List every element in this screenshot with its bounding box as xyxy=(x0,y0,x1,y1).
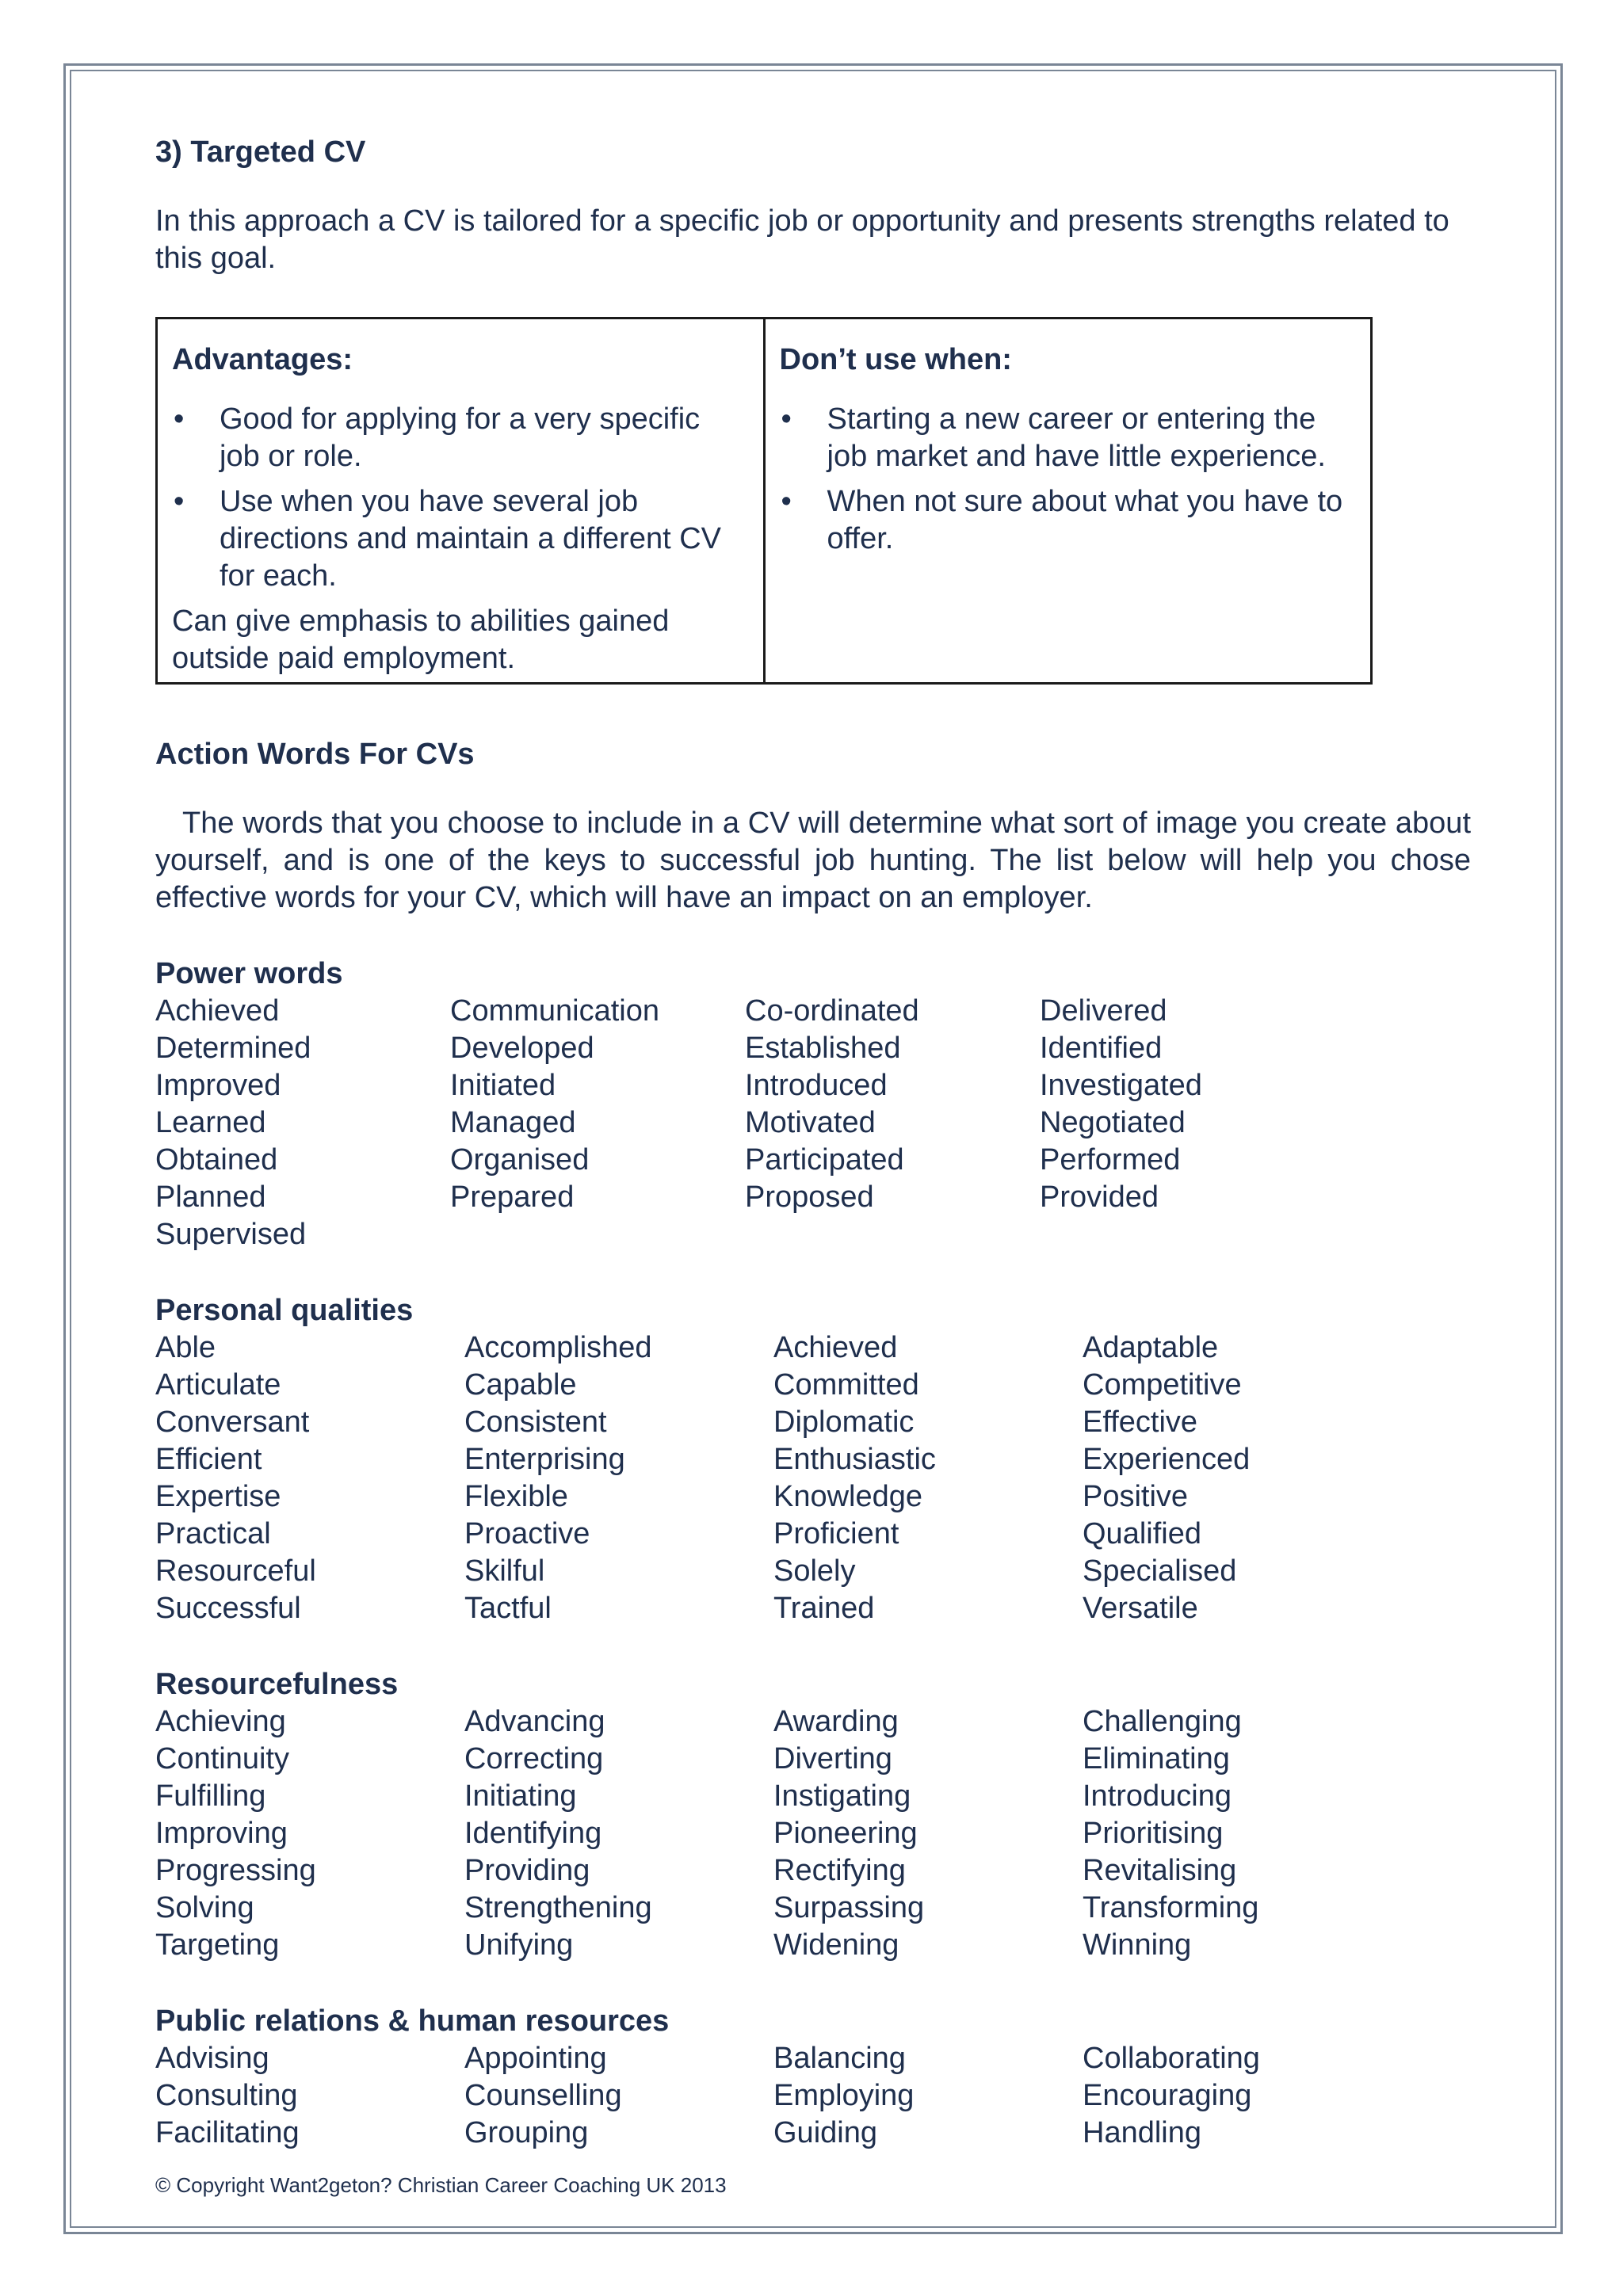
word-item: Obtained xyxy=(155,1143,278,1177)
word-item: Advancing xyxy=(464,1705,605,1738)
word-item: Progressing xyxy=(155,1854,316,1887)
word-item: Advising xyxy=(155,2042,269,2075)
word-item: Accomplished xyxy=(464,1331,652,1364)
word-item: Eliminating xyxy=(1083,1742,1230,1775)
word-item: Pioneering xyxy=(773,1817,918,1850)
power-words-title: Power words xyxy=(155,957,343,990)
word-item: Facilitating xyxy=(155,2116,300,2149)
word-item: Performed xyxy=(1040,1143,1181,1177)
action-words-intro: The words that you choose to include in a CV will determine what sort of image you create about yourself, and is one of the keys to successful job hunting. The list below will help you chose effective words for your CV, which will have an impact on an employer. xyxy=(155,807,1471,914)
word-item: Positive xyxy=(1083,1480,1189,1513)
word-item: Diverting xyxy=(773,1742,892,1775)
word-item: Consulting xyxy=(155,2079,298,2112)
word-item: Co-ordinated xyxy=(745,994,919,1028)
word-item: Widening xyxy=(773,1928,899,1962)
word-item: Proficient xyxy=(773,1517,899,1550)
word-item: Awarding xyxy=(773,1705,899,1738)
word-item: Identified xyxy=(1040,1032,1163,1065)
word-item: Established xyxy=(745,1032,901,1065)
word-item: Qualified xyxy=(1083,1517,1201,1550)
word-item: Proactive xyxy=(464,1517,590,1550)
word-item: Counselling xyxy=(464,2079,622,2112)
advantages-cell xyxy=(157,318,765,684)
word-item: Targeting xyxy=(155,1928,280,1962)
word-item: Supervised xyxy=(155,1218,307,1251)
word-item: Prepared xyxy=(450,1180,575,1214)
word-item: Solving xyxy=(155,1891,254,1924)
word-item: Developed xyxy=(450,1032,594,1065)
word-item: Correcting xyxy=(464,1742,604,1775)
word-item: Expertise xyxy=(155,1480,281,1513)
power-words-group xyxy=(155,955,1471,1253)
copyright-footer: © Copyright Want2geton? Christian Career Coaching UK 2013 xyxy=(155,2173,727,2197)
word-item: Improving xyxy=(155,1817,288,1850)
word-item: Motivated xyxy=(745,1106,876,1139)
resourcefulness-grid xyxy=(155,1703,1471,1964)
word-item: Achieved xyxy=(773,1331,898,1364)
word-item: Adaptable xyxy=(1083,1331,1219,1364)
word-item: Handling xyxy=(1083,2116,1201,2149)
section-title-targeted-cv: 3) Targeted CV xyxy=(155,135,366,169)
word-item: Fulfilling xyxy=(155,1779,266,1813)
word-item: Solely xyxy=(773,1554,856,1588)
word-item: Proposed xyxy=(745,1180,874,1214)
advantages-note: Can give emphasis to abilities gained outside paid employment. xyxy=(172,605,670,675)
word-item: Articulate xyxy=(155,1368,281,1402)
word-item: Competitive xyxy=(1083,1368,1242,1402)
word-item: Delivered xyxy=(1040,994,1167,1028)
word-item: Flexible xyxy=(464,1480,568,1513)
word-item: Transforming xyxy=(1083,1891,1259,1924)
word-item: Guiding xyxy=(773,2116,877,2149)
word-item: Challenging xyxy=(1083,1705,1242,1738)
word-item: Initiating xyxy=(464,1779,577,1813)
action-words-title: Action Words For CVs xyxy=(155,738,475,771)
dont-use-item: • Starting a new career or entering the job market and have little experience. xyxy=(780,401,1355,475)
pr-hr-grid xyxy=(155,2040,1471,2152)
word-item: Trained xyxy=(773,1592,875,1625)
advantages-list xyxy=(172,401,747,595)
dont-use-cell xyxy=(764,318,1372,684)
word-item: Capable xyxy=(464,1368,577,1402)
word-item: Consistent xyxy=(464,1405,607,1439)
word-item: Grouping xyxy=(464,2116,589,2149)
word-item: Specialised xyxy=(1083,1554,1237,1588)
word-item: Versatile xyxy=(1083,1592,1198,1625)
word-item: Collaborating xyxy=(1083,2042,1260,2075)
word-item: Investigated xyxy=(1040,1069,1202,1102)
word-item: Skilful xyxy=(464,1554,545,1588)
word-item: Balancing xyxy=(773,2042,906,2075)
page-content xyxy=(155,133,1471,2152)
word-item: Providing xyxy=(464,1854,590,1887)
word-item: Planned xyxy=(155,1180,266,1214)
word-item: Organised xyxy=(450,1143,590,1177)
word-item: Identifying xyxy=(464,1817,602,1850)
word-item: Communication xyxy=(450,994,659,1028)
word-item: Surpassing xyxy=(773,1891,925,1924)
word-item: Knowledge xyxy=(773,1480,923,1513)
word-item: Enterprising xyxy=(464,1443,625,1476)
word-item: Introducing xyxy=(1083,1779,1232,1813)
word-item: Appointing xyxy=(464,2042,607,2075)
word-item: Negotiated xyxy=(1040,1106,1186,1139)
pr-hr-group xyxy=(155,2002,1471,2152)
word-item: Successful xyxy=(155,1592,301,1625)
word-item: Learned xyxy=(155,1106,266,1139)
dont-use-title: Don’t use when: xyxy=(779,343,1012,376)
word-item: Experienced xyxy=(1083,1443,1251,1476)
word-item: Strengthening xyxy=(464,1891,652,1924)
advantages-title: Advantages: xyxy=(172,343,353,376)
word-item: Rectifying xyxy=(773,1854,906,1887)
word-item: Diplomatic xyxy=(773,1405,915,1439)
word-item: Efficient xyxy=(155,1443,262,1476)
targeted-cv-intro: In this approach a CV is tailored for a specific job or opportunity and presents strengths related to this goal. xyxy=(155,204,1449,275)
word-item: Prioritising xyxy=(1083,1817,1224,1850)
personal-qualities-title: Personal qualities xyxy=(155,1294,414,1327)
word-item: Effective xyxy=(1083,1405,1198,1439)
word-item: Encouraging xyxy=(1083,2079,1252,2112)
word-item: Unifying xyxy=(464,1928,574,1962)
power-words-grid xyxy=(155,993,1471,1253)
word-item: Provided xyxy=(1040,1180,1159,1214)
word-item: Employing xyxy=(773,2079,915,2112)
word-item: Able xyxy=(155,1331,216,1364)
personal-qualities-group xyxy=(155,1291,1471,1627)
personal-qualities-grid xyxy=(155,1329,1471,1627)
word-item: Revitalising xyxy=(1083,1854,1237,1887)
word-item: Tactful xyxy=(464,1592,552,1625)
word-item: Continuity xyxy=(155,1742,289,1775)
word-item: Managed xyxy=(450,1106,576,1139)
pr-hr-title: Public relations & human resources xyxy=(155,2004,670,2038)
resourcefulness-group xyxy=(155,1665,1471,1964)
word-item: Achieving xyxy=(155,1705,286,1738)
word-item: Resourceful xyxy=(155,1554,316,1588)
word-item: Initiated xyxy=(450,1069,556,1102)
word-item: Achieved xyxy=(155,994,280,1028)
word-item: Introduced xyxy=(745,1069,888,1102)
resourcefulness-title: Resourcefulness xyxy=(155,1668,399,1701)
word-item: Practical xyxy=(155,1517,271,1550)
word-item: Conversant xyxy=(155,1405,310,1439)
word-item: Determined xyxy=(155,1032,311,1065)
dont-use-item: • When not sure about what you have to offer. xyxy=(780,483,1355,558)
advantage-item: • Use when you have several job directions and maintain a different CV for each. xyxy=(172,483,747,595)
word-item: Committed xyxy=(773,1368,919,1402)
word-item: Winning xyxy=(1083,1928,1192,1962)
word-item: Improved xyxy=(155,1069,281,1102)
dont-use-list xyxy=(780,401,1355,558)
word-item: Instigating xyxy=(773,1779,911,1813)
pros-cons-table xyxy=(155,317,1373,685)
word-item: Enthusiastic xyxy=(773,1443,936,1476)
advantage-item: • Good for applying for a very specific job or role. xyxy=(172,401,747,475)
word-item: Participated xyxy=(745,1143,904,1177)
